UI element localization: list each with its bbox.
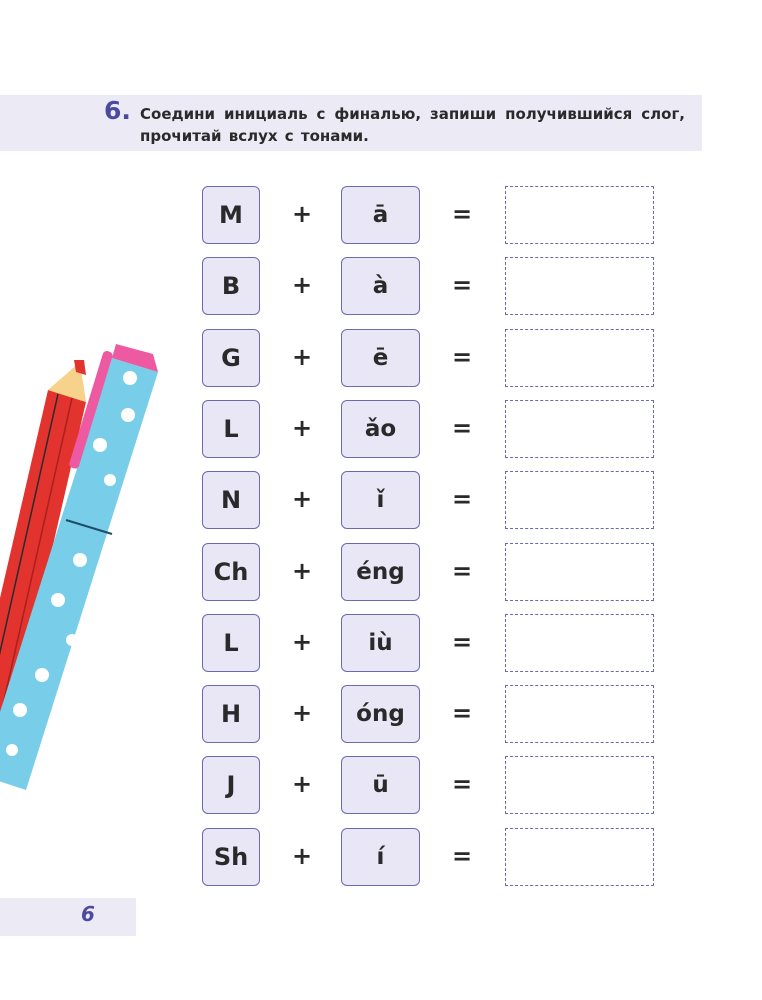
answer-field[interactable] xyxy=(505,756,654,814)
initial-box: G xyxy=(202,329,260,387)
equals-sign: = xyxy=(451,485,473,514)
answer-field[interactable] xyxy=(505,329,654,387)
initial-box: H xyxy=(202,685,260,743)
plus-sign: + xyxy=(291,271,313,300)
plus-sign: + xyxy=(291,627,313,656)
final-box: ǐ xyxy=(341,471,420,529)
final-box: óng xyxy=(341,685,420,743)
exercise-row xyxy=(0,400,762,460)
equals-sign: = xyxy=(451,699,473,728)
initial-box: B xyxy=(202,257,260,315)
exercise-instruction: Соедини инициаль с финалью, запиши получившийся слог, прочитай вслух с тонами. xyxy=(140,105,685,145)
exercise-row xyxy=(0,543,762,603)
answer-field[interactable] xyxy=(505,186,654,244)
equals-sign: = xyxy=(451,770,473,799)
initial-box: Sh xyxy=(202,828,260,886)
plus-sign: + xyxy=(291,413,313,442)
equals-sign: = xyxy=(451,271,473,300)
equals-sign: = xyxy=(451,342,473,371)
initial-box: M xyxy=(202,186,260,244)
exercise-row xyxy=(0,614,762,674)
plus-sign: + xyxy=(291,485,313,514)
equals-sign: = xyxy=(451,413,473,442)
answer-field[interactable] xyxy=(505,543,654,601)
exercise-row xyxy=(0,329,762,389)
exercise-row xyxy=(0,828,762,888)
exercise-number: 6. xyxy=(104,96,131,125)
exercise-row xyxy=(0,257,762,317)
answer-field[interactable] xyxy=(505,400,654,458)
answer-field[interactable] xyxy=(505,685,654,743)
exercise-row xyxy=(0,756,762,816)
equals-sign: = xyxy=(451,841,473,870)
final-box: iù xyxy=(341,614,420,672)
final-box: ū xyxy=(341,756,420,814)
initial-box: L xyxy=(202,400,260,458)
final-box: ǎo xyxy=(341,400,420,458)
final-box: ē xyxy=(341,329,420,387)
initial-box: Ch xyxy=(202,543,260,601)
exercise-row xyxy=(0,186,762,246)
exercise-row xyxy=(0,685,762,745)
plus-sign: + xyxy=(291,699,313,728)
initial-box: J xyxy=(202,756,260,814)
initial-box: L xyxy=(202,614,260,672)
final-box: éng xyxy=(341,543,420,601)
initial-box: N xyxy=(202,471,260,529)
equals-sign: = xyxy=(451,627,473,656)
answer-field[interactable] xyxy=(505,257,654,315)
exercise-row xyxy=(0,471,762,531)
final-box: à xyxy=(341,257,420,315)
plus-sign: + xyxy=(291,342,313,371)
page-number-band xyxy=(0,898,136,936)
page-number: 6 xyxy=(81,902,95,926)
equals-sign: = xyxy=(451,200,473,228)
plus-sign: + xyxy=(291,841,313,870)
plus-sign: + xyxy=(291,556,313,585)
final-box: í xyxy=(341,828,420,886)
answer-field[interactable] xyxy=(505,828,654,886)
plus-sign: + xyxy=(291,200,313,228)
plus-sign: + xyxy=(291,770,313,799)
answer-field[interactable] xyxy=(505,614,654,672)
equals-sign: = xyxy=(451,556,473,585)
final-box: ā xyxy=(341,186,420,244)
answer-field[interactable] xyxy=(505,471,654,529)
